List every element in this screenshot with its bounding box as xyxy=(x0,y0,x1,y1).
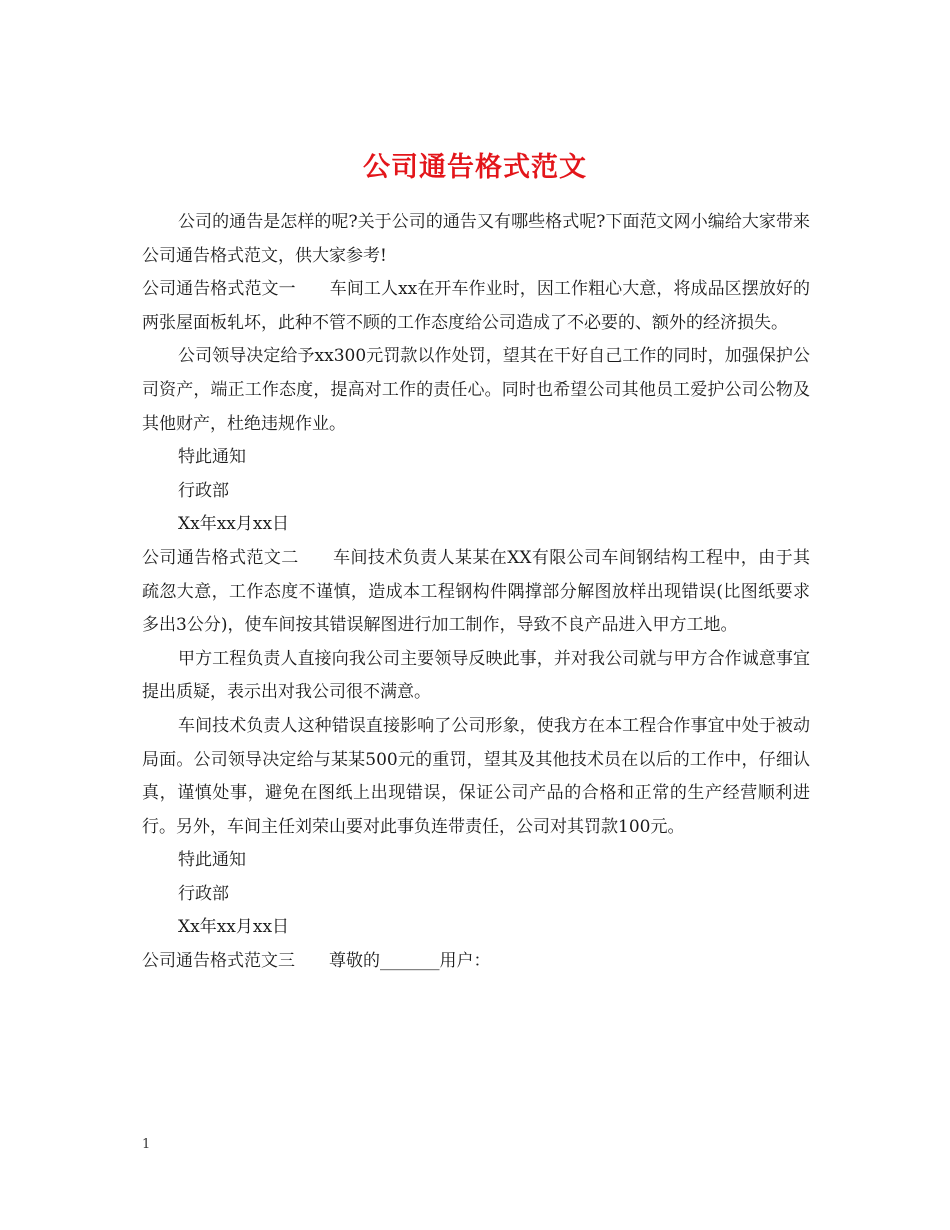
sample-1-lead: 车间工人xx在开车作业时，因工作粗心大意，将成品区摆放好的两张屋面板轧坏，此种不管不顾的工作态度给公司造成了不必要的、额外的经济损失。 xyxy=(142,279,810,333)
sample-2-heading: 公司通告格式范文二 xyxy=(142,547,299,568)
sample-3-lead: 尊敬的_______用户： xyxy=(329,951,491,972)
page-title: 公司通告格式范文 xyxy=(363,152,587,184)
sample-2-date: Xx年xx月xx日 xyxy=(178,917,290,938)
page-number: 1 xyxy=(142,1137,151,1152)
sample-2-notice: 特此通知 xyxy=(178,850,246,871)
sample-2-lead: 车间技术负责人某某在XX有限公司车间钢结构工程中，由于其疏忽大意，工作态度不谨慎，造成本工程钢构件隅撑部分解图放样出现错误(比图纸要求多出3公分)，使车间按其错误解图进行加工制作，导致不良产品进入甲方工地。 xyxy=(142,547,810,636)
sample-1-opening xyxy=(142,273,810,340)
document-body xyxy=(142,206,810,979)
sample-1-notice: 特此通知 xyxy=(178,447,246,468)
sample-1-date: Xx年xx月xx日 xyxy=(178,514,290,535)
sample-2-opening xyxy=(142,542,810,643)
sample-2-paragraph-2: 车间技术负责人这种错误直接影响了公司形象，使我方在本工程合作事宜中处于被动局面。公司领导决定给与某某500元的重罚，望其及其他技术员在以后的工作中，仔细认真，谨慎处事，避免在图纸上出现错误，保证公司产品的合格和正常的生产经营顺利进行。另外，车间主任刘荣山要对此事负连带责任，公司对其罚款100元。 xyxy=(142,715,810,837)
sample-3-opening xyxy=(142,945,810,979)
sample-2-department: 行政部 xyxy=(178,883,229,904)
sample-1-heading: 公司通告格式范文一 xyxy=(142,279,296,300)
sample-2-paragraph-1: 甲方工程负责人直接向我公司主要领导反映此事，并对我公司就与甲方合作诚意事宜提出质疑，表示出对我公司很不满意。 xyxy=(142,648,810,703)
intro-paragraph: 公司的通告是怎样的呢?关于公司的通告又有哪些格式呢?下面范文网小编给大家带来公司通告格式范文，供大家参考! xyxy=(142,212,810,266)
sample-1-paragraph: 公司领导决定给予xx300元罚款以作处罚，望其在干好自己工作的同时，加强保护公司资产，端正工作态度，提高对工作的责任心。同时也希望公司其他员工爱护公司公物及其他财产，杜绝违规作业。 xyxy=(142,346,810,434)
sample-1-department: 行政部 xyxy=(178,480,229,501)
sample-3-heading: 公司通告格式范文三 xyxy=(142,951,295,972)
